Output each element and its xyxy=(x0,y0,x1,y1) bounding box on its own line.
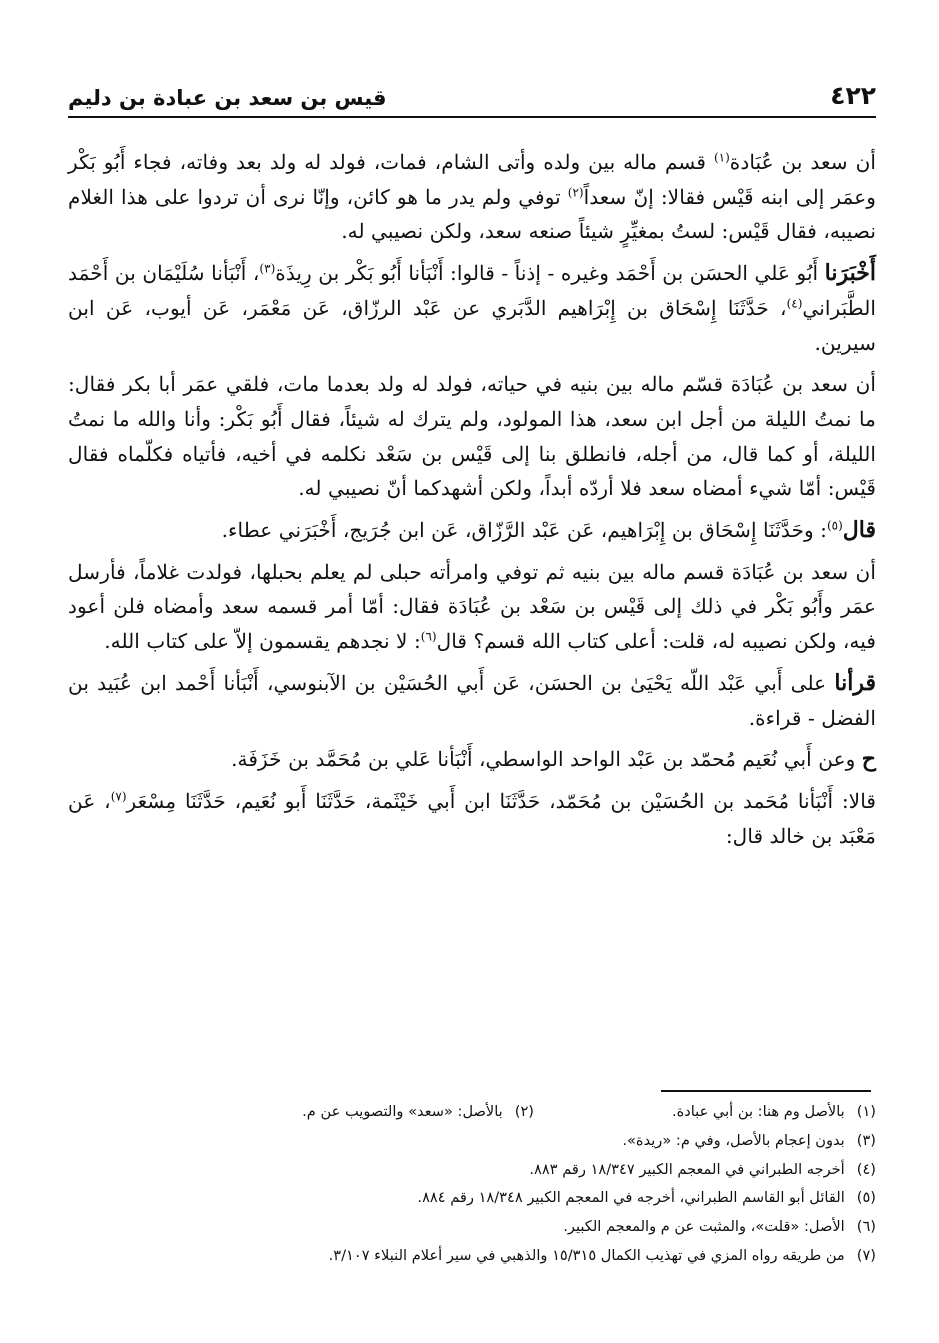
paragraph-text: ، أَنْبَأنا سُلَيْمَان بن أَحْمَد الطَّبَراني xyxy=(68,261,876,320)
footnote-text: الأصل: «قلت»، والمثبت عن م والمعجم الكبير. xyxy=(563,1218,845,1236)
paragraph-text: : لا نجدهم يقسمون إلاّ على كتاب الله. xyxy=(104,629,421,654)
paragraph xyxy=(68,784,876,853)
footnote-marker: (٢) xyxy=(567,184,584,199)
page-number: ٤٢٢ xyxy=(830,81,876,110)
paragraph xyxy=(68,513,876,548)
paragraph-text: أن سعد بن عُبَادَة قسّم ماله بين بنيه في حياته، فولد له ولد بعدما مات، فلقي عمَر أبا بكر فقال: ما نمتُ الليلة من أجل ابن سعد، هذا المولود، ولم يترك له شيئاً، فقال أَبُو بَكْر: وأنا والله ما نمتُ الليلة، أو كما قال، من أجله، فانطلق بنا إلى قَيْس بن سَعْد نكلمه في أخيه، فأتياه فكلّماه فقال قَيْس: أمّا شيء أمضاه سعد فلا أردّه أبداً، ولكن أشهدكما أنّ نصيبي له. xyxy=(68,372,876,501)
footnotes xyxy=(68,1098,876,1271)
footnote-row xyxy=(68,1098,876,1127)
paragraph-text: على أَبي عَبْد اللّه يَحْيَىٰ بن الحسَن، عَن أَبي الحُسَيْن بن الآبنوسي، أَنْبَأنا أَحْمد ابن عُبَيد بن الفضل - قراءة. xyxy=(68,670,876,730)
paragraph-keyword: قال xyxy=(842,517,876,544)
footnote-marker: (٣) xyxy=(259,261,276,276)
footnote-text: بدون إعجام بالأصل، وفي م: «ريدة». xyxy=(622,1131,845,1149)
paragraph-text: وعن أَبي نُعَيم مُحمّد بن عَبْد الواحد الواسطي، أَنْبَأنا عَلي بن مُحَمَّد بن خَزَفَة. xyxy=(231,747,862,772)
footnote-3 xyxy=(68,1127,876,1156)
paragraph-text: قسم ماله بين ولده وأتى الشام، فمات، فولد له ولد بعد وفاته، فجاء أَبُو بَكْر وعمَر إلى ابنه قَيْس فقالا: إنّ سعداً xyxy=(68,150,877,209)
footnote-marker: (٦) xyxy=(420,629,437,644)
footnote-1 xyxy=(534,1098,876,1127)
footnote-marker: (٥) xyxy=(826,518,843,533)
footnote-5 xyxy=(68,1184,876,1213)
footnote-number: (٦) xyxy=(856,1218,876,1236)
footnote-number: (٣) xyxy=(856,1131,876,1149)
footnote-text: بالأصل وم هنا: بن أبي عبادة. xyxy=(671,1103,845,1120)
paragraph-text: ، عَن مَعْبَد بن خالد قال: xyxy=(68,788,876,848)
footnote-number: (٤) xyxy=(856,1160,876,1178)
paragraph-text: : وحَدَّثَنَا إِسْحَاق بن إِبْرَاهيم، عَن عَبْد الرَّزّاق، عَن ابن جُرَيج، أَخْبَرَني عطاء. xyxy=(221,518,827,543)
footnote-number: (٥) xyxy=(856,1189,876,1207)
footnote-text: القائل أبو القاسم الطبراني، أخرجه في المعجم الكبير ١٨/٣٤٨ رقم ٨٨٤. xyxy=(417,1189,845,1207)
paragraph-keyword: أَخْبَرَنا xyxy=(824,260,876,287)
running-title: قيس بن سعد بن عبادة بن دليم xyxy=(68,86,387,110)
paragraph-text: ، حَدَّثَنَا إِسْحَاق بن إِبْرَاهيم الدَّبَري عن عَبْد الرزّاق، عَن مَعْمَر، عَن أيوب، عَن ابن سيرين. xyxy=(68,295,876,355)
paragraph xyxy=(68,555,876,659)
footnote-text: أخرجه الطبراني في المعجم الكبير ١٨/٣٤٧ رقم ٨٨٣. xyxy=(529,1160,845,1178)
footnote-marker: (٧) xyxy=(110,789,127,804)
page-header xyxy=(68,78,876,118)
footnote-6 xyxy=(68,1213,876,1242)
paragraph xyxy=(68,256,876,360)
paragraph-text: أَبُو عَلي الحسَن بن أَحْمَد وغيره - إذناً - قالوا: أَنْبَأنا أَبُو بَكْر بن رِيذَة xyxy=(275,261,825,286)
paragraph xyxy=(68,742,876,777)
footnote-marker: (٤) xyxy=(786,296,803,311)
footnote-number: (١) xyxy=(856,1103,876,1120)
footnote-text: من طريقه رواه المزي في تهذيب الكمال ١٥/٣١٥ والذهبي في سير أعلام النبلاء ٣/١٠٧. xyxy=(328,1246,845,1264)
footnote-number: (٧) xyxy=(856,1246,876,1264)
paragraph-keyword: قرأنا xyxy=(834,669,876,696)
footnote-number: (٢) xyxy=(514,1103,534,1120)
paragraph-text: أن سعد بن عُبَادَة قسم ماله بين بنيه ثم توفي وامرأته حبلى لم يعلم بحبلها، فولدت غلاماً، فأرسل عمَر وأَبُو بَكْر في ذلك إلى قَيْس بن سَعْد بن عُبَادَة فقال: أمّا أمر قسمه سعد وأمضاه فلن أعود فيه، ولكن نصيبه له، قلت: أعلى كتاب الله قسم؟ قال xyxy=(68,559,876,654)
paragraph-text: توفي ولم يدر ما هو كائن، وإنّا نرى أن تردوا على هذا الغلام نصيبه، فقال قَيْس: لستُ بمغيِّرٍ شيئاً صنعه سعد، ولكن نصيبي له. xyxy=(68,184,876,244)
footnote-marker: (١) xyxy=(713,150,730,165)
main-text xyxy=(68,145,876,860)
footnote-7 xyxy=(68,1242,876,1271)
footnote-text: بالأصل: «سعد» والتصويب عن م. xyxy=(302,1103,503,1120)
paragraph xyxy=(68,666,876,735)
paragraph-text: أن سعد بن عُبَادة xyxy=(729,150,877,174)
paragraph xyxy=(68,367,876,506)
paragraph-keyword: ح xyxy=(861,746,876,773)
paragraph xyxy=(68,145,876,249)
footnote-4 xyxy=(68,1156,876,1185)
footnote-2 xyxy=(302,1098,534,1127)
footnote-separator xyxy=(661,1090,871,1092)
paragraph-text: قالا: أَنْبَأنا مُحَمد بن الحُسَيْن بن مُحَمّد، حَدَّثَنَا ابن أَبي خَيْثَمة، حَدَّثَنَا أَبو نُعَيم، حَدَّثَنَا مِسْعَر xyxy=(126,788,876,813)
